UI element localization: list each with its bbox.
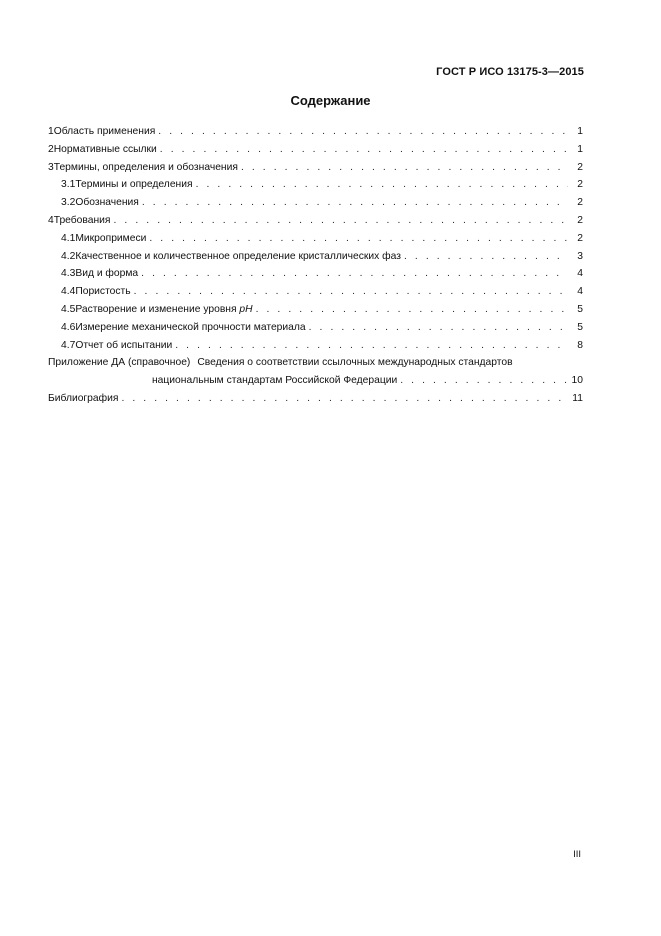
- toc-entry-number: 4.1: [61, 232, 76, 244]
- leader-dots: [175, 340, 568, 351]
- toc-entry-bibliography[interactable]: [48, 393, 583, 411]
- leader-dots: [256, 304, 568, 315]
- toc-entry-label: Термины и определения: [75, 179, 193, 191]
- leader-dots: [158, 126, 568, 137]
- toc-entry-4-3[interactable]: [48, 268, 583, 286]
- toc-entry-number: 2: [48, 143, 54, 155]
- toc-entry-label: Вид и форма: [75, 268, 139, 280]
- toc-entry-page: 2: [577, 179, 583, 191]
- leader-dots: [142, 197, 568, 208]
- toc-entry-label: Микропримеси: [75, 232, 147, 244]
- table-of-contents: [48, 126, 583, 411]
- leader-dots: [160, 144, 568, 155]
- toc-entry-number: 4.4: [61, 286, 76, 298]
- toc-entry-page: 1: [577, 143, 583, 155]
- toc-entry-page: 5: [577, 321, 583, 333]
- toc-entry-number: 4: [48, 214, 54, 226]
- toc-entry-number: 3: [48, 161, 54, 173]
- leader-dots: [196, 179, 568, 190]
- toc-entry-label: Требования: [53, 214, 111, 226]
- toc-entry-4-4[interactable]: [48, 286, 583, 304]
- toc-entry-appendix[interactable]: [48, 357, 583, 393]
- toc-entry-number: 4.6: [61, 321, 76, 333]
- toc-entry-1[interactable]: [48, 126, 583, 144]
- toc-entry-label: Обозначения: [75, 197, 139, 209]
- toc-entry-label: Область применения: [53, 126, 156, 137]
- toc-entry-4[interactable]: [48, 215, 583, 233]
- standard-id: ГОСТ Р ИСО 13175-3—2015: [436, 66, 584, 78]
- toc-entry-page: 2: [577, 214, 583, 226]
- toc-entry-4-1[interactable]: [48, 233, 583, 251]
- toc-entry-2[interactable]: [48, 144, 583, 162]
- leader-dots: [114, 215, 568, 226]
- toc-entry-4-2[interactable]: [48, 251, 583, 269]
- toc-entry-label: Библиография: [48, 392, 119, 404]
- toc-entry-number: 4.7: [61, 339, 76, 351]
- toc-entry-label: Пористость: [75, 286, 131, 298]
- toc-entry-page: 11: [572, 392, 583, 404]
- toc-entry-label-text: Растворение и изменение уровня: [75, 303, 240, 315]
- toc-entry-4-5[interactable]: [48, 304, 583, 322]
- leader-dots: [149, 233, 568, 244]
- toc-entry-label: Качественное и количественное определение кристаллических фаз: [75, 250, 401, 262]
- toc-entry-label: Нормативные ссылки: [53, 143, 157, 155]
- leader-dots: [141, 268, 568, 279]
- page-number: III: [573, 849, 581, 860]
- appendix-title-line1: Сведения о соответствии ссылочных международных стандартов: [197, 357, 513, 369]
- toc-entry-page: 1: [577, 126, 583, 137]
- appendix-prefix: Приложение ДА (справочное): [48, 357, 191, 369]
- toc-entry-page: 2: [577, 232, 583, 244]
- toc-entry-label-italic: pH: [239, 303, 253, 315]
- leader-dots: [309, 322, 568, 333]
- toc-entry-label: Отчет об испытании: [75, 339, 173, 351]
- leader-dots: [400, 375, 568, 386]
- toc-entry-3-1[interactable]: [48, 179, 583, 197]
- toc-entry-page: 3: [577, 250, 583, 262]
- toc-entry-3-2[interactable]: [48, 197, 583, 215]
- toc-entry-number: 1: [48, 126, 54, 137]
- leader-dots: [404, 251, 568, 262]
- leader-dots: [134, 286, 568, 297]
- toc-title: Содержание: [290, 93, 371, 108]
- toc-entry-page: 10: [571, 375, 583, 387]
- toc-entry-number: 4.5: [61, 303, 76, 315]
- toc-entry-page: 4: [577, 268, 583, 280]
- leader-dots: [121, 393, 568, 404]
- appendix-title-line2: национальным стандартам Российской Федерации: [152, 375, 398, 387]
- toc-entry-number: 4.3: [61, 268, 76, 280]
- toc-entry-number: 4.2: [61, 250, 76, 262]
- toc-entry-4-6[interactable]: [48, 322, 583, 340]
- toc-entry-label: [75, 304, 252, 315]
- toc-entry-page: 8: [577, 339, 583, 351]
- toc-entry-label: Измерение механической прочности материала: [75, 321, 306, 333]
- toc-entry-page: 2: [577, 161, 583, 173]
- toc-entry-page: 4: [577, 286, 583, 298]
- toc-entry-4-7[interactable]: [48, 340, 583, 358]
- toc-entry-number: 3.1: [61, 179, 76, 191]
- toc-entry-label: Термины, определения и обозначения: [53, 161, 238, 173]
- leader-dots: [241, 162, 568, 173]
- toc-entry-3[interactable]: [48, 162, 583, 180]
- toc-entry-number: 3.2: [61, 197, 76, 209]
- toc-entry-page: 2: [577, 197, 583, 209]
- toc-entry-page: 5: [577, 303, 583, 315]
